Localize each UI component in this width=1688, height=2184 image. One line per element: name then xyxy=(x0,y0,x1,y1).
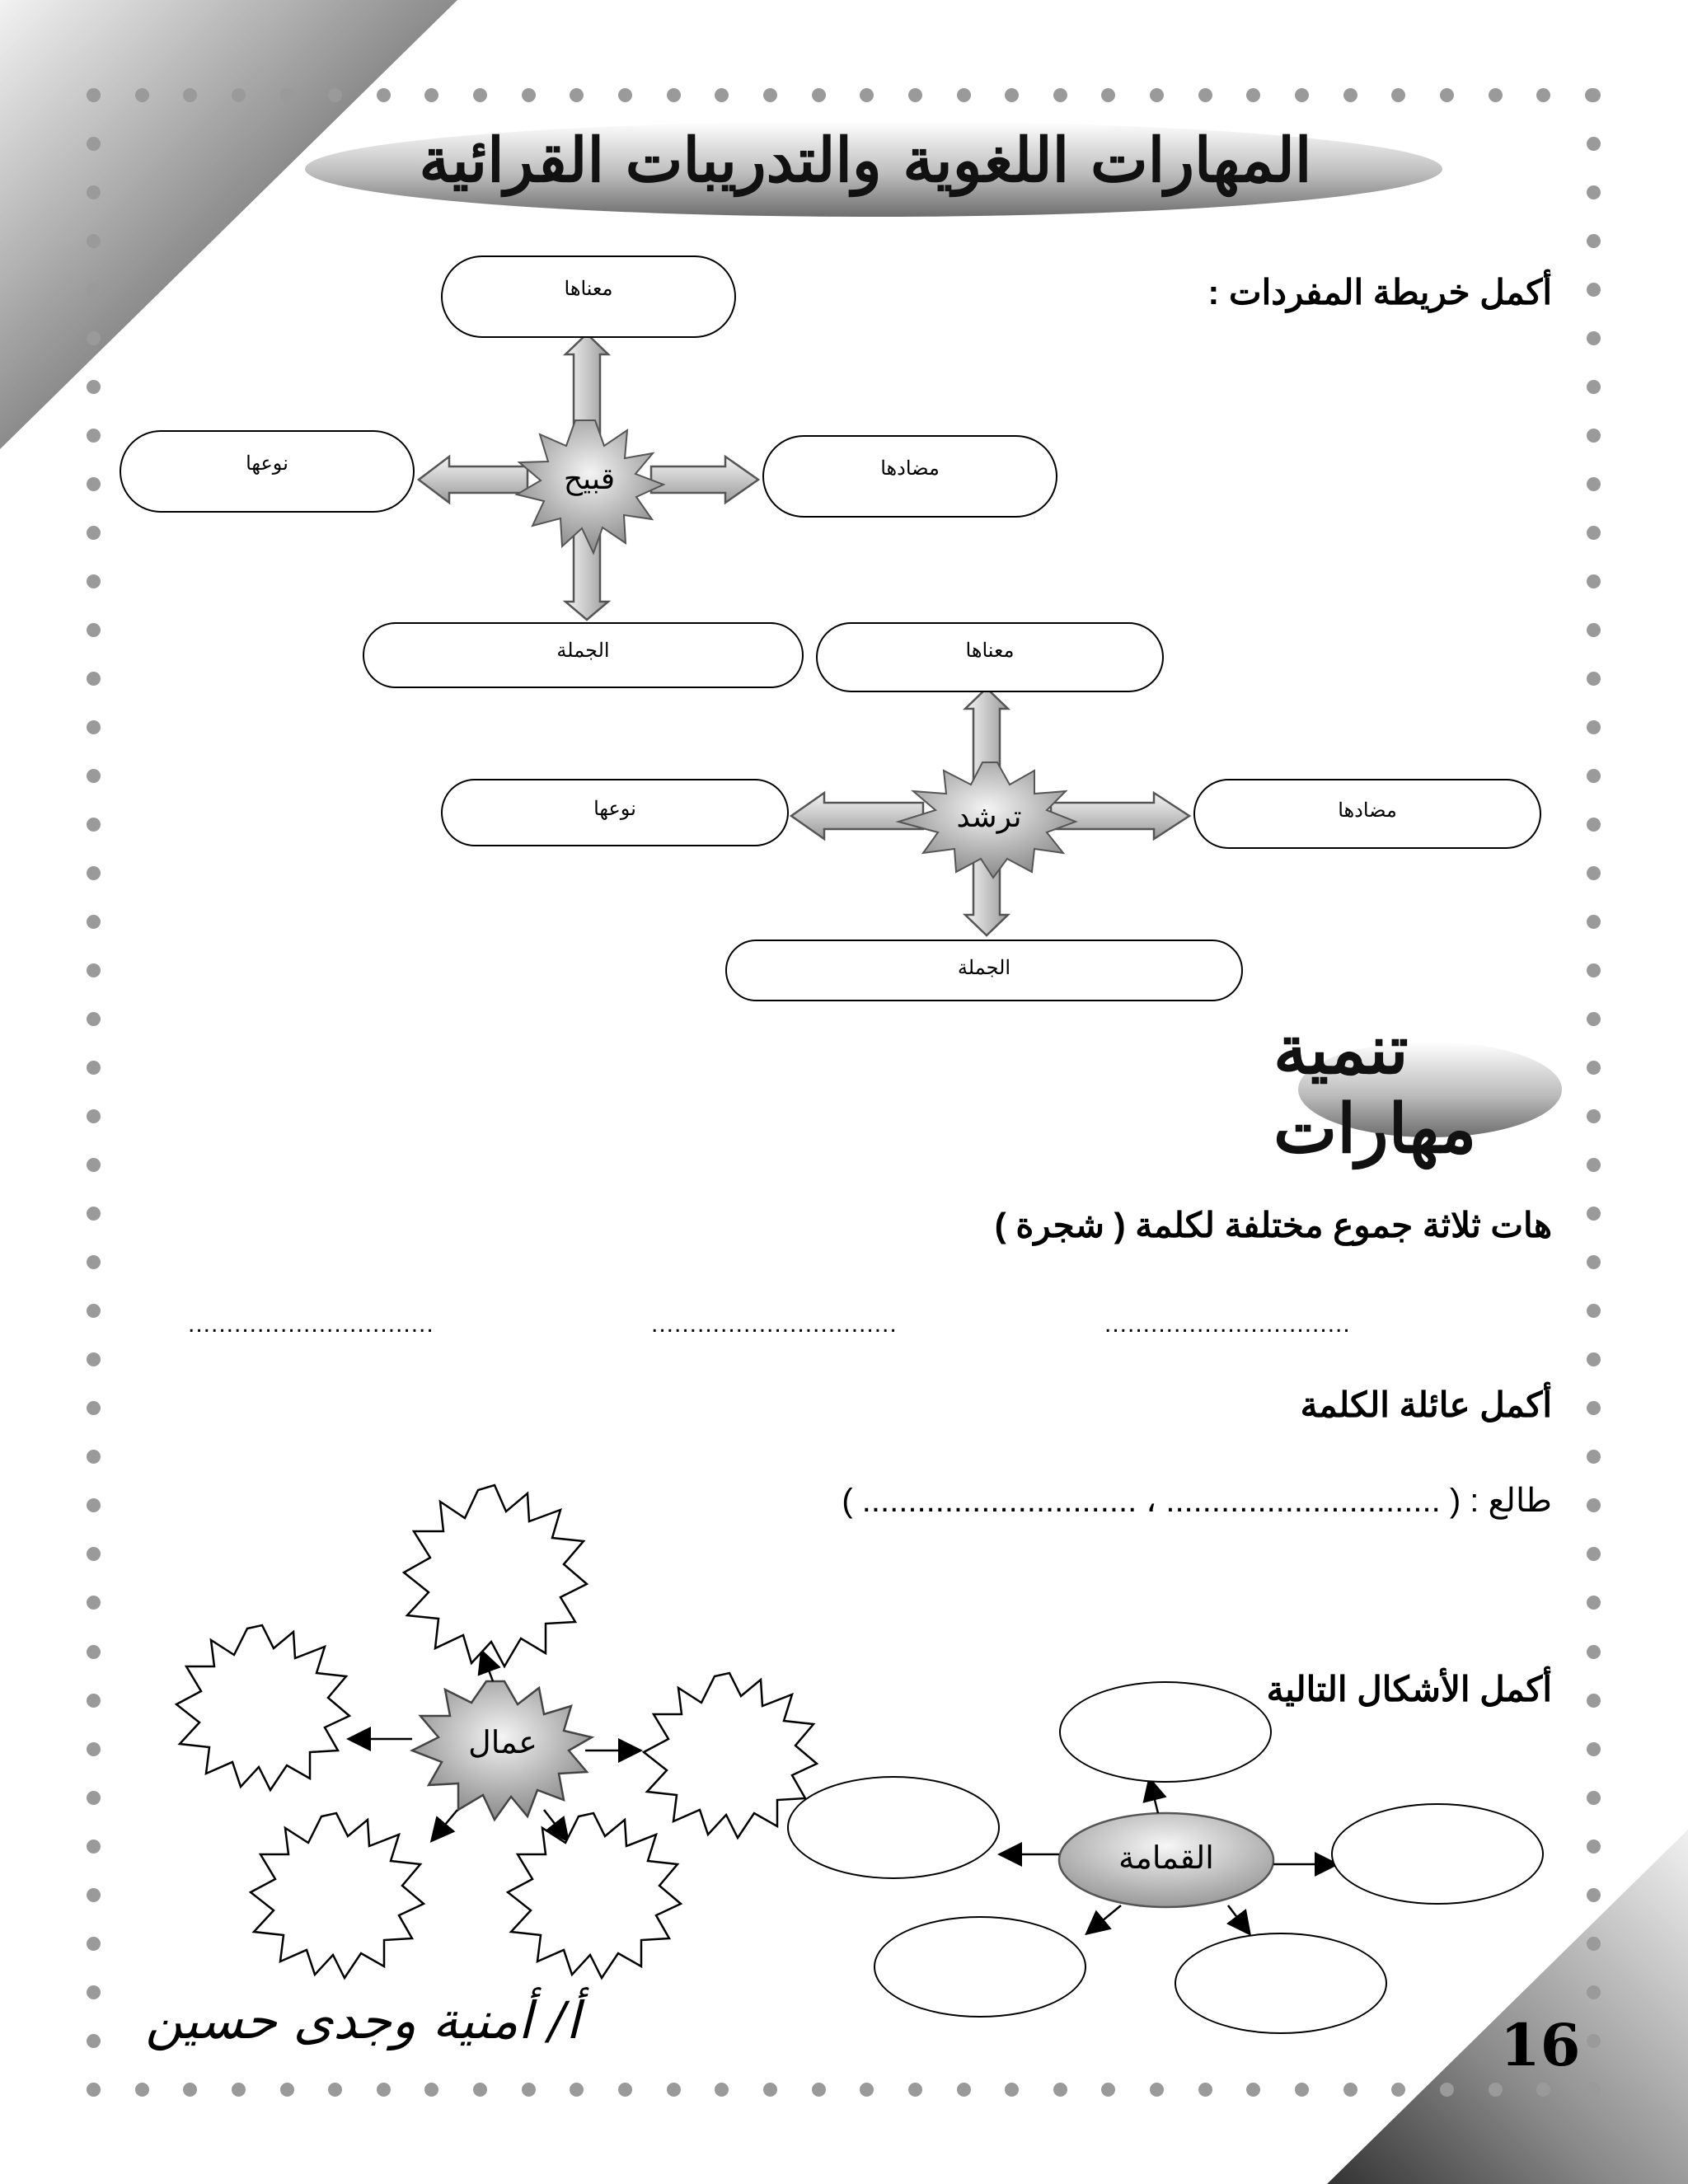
author-signature: أ/ أمنية وجدى حسين xyxy=(145,1990,580,2050)
map1-arrow-right xyxy=(651,457,758,503)
skills-title: تنمية مهارات xyxy=(1273,1010,1477,1169)
map1-sentence-box[interactable]: الجملة xyxy=(363,622,804,688)
vocab-map-instruction: أكمل خريطة المفردات : xyxy=(1207,273,1552,312)
arrow-to-bottom-left-ellipse xyxy=(1088,1905,1121,1933)
page-title: المهارات اللغوية والتدريبات القرائية xyxy=(419,125,1312,196)
ellipse-bottom-left[interactable] xyxy=(874,1916,1086,2018)
map1-center-word: قبيح xyxy=(563,462,616,495)
word-family-question: أكمل عائلة الكلمة xyxy=(1300,1385,1552,1424)
map2-meaning-box[interactable]: معناها xyxy=(816,622,1164,692)
ellipse-bottom-right[interactable] xyxy=(1175,1933,1387,2034)
ellipse-center-word: القمامة xyxy=(1118,1841,1214,1876)
plural-answer-3[interactable]: ................................ xyxy=(188,1310,434,1338)
page-number: 16 xyxy=(1500,2011,1581,2079)
plurals-question: هات ثلاثة جموع مختلفة لكلمة ( شجرة ) xyxy=(994,1206,1552,1244)
ellipse-right[interactable] xyxy=(1331,1803,1544,1905)
ellipse-left[interactable] xyxy=(787,1776,1000,1879)
empty-star-top xyxy=(404,1485,587,1666)
map2-antonym-box[interactable]: مضادها xyxy=(1193,779,1541,849)
map1-arrow-left xyxy=(419,457,528,503)
plural-answer-1[interactable]: ................................ xyxy=(1104,1310,1351,1338)
map2-center-word: ترشد xyxy=(956,799,1022,833)
arrow-to-top-ellipse xyxy=(1150,1780,1158,1813)
empty-star-left xyxy=(176,1625,349,1790)
map1-meaning-box[interactable]: معناها xyxy=(441,255,736,338)
arrow-to-top-star xyxy=(482,1652,493,1681)
plural-answer-2[interactable]: ................................ xyxy=(651,1310,898,1338)
shapes-question: أكمل الأشكال التالية xyxy=(1266,1670,1552,1708)
word-family-item[interactable]: طالع : ( .............................. ، .............................. ) xyxy=(842,1483,1552,1519)
arrow-to-bottom-left-star xyxy=(433,1810,457,1840)
starburst-center-word: عمال xyxy=(468,1726,537,1760)
arrow-to-bottom-right-ellipse xyxy=(1228,1905,1249,1933)
ellipse-top[interactable] xyxy=(1059,1681,1272,1783)
map1-antonym-box[interactable]: مضادها xyxy=(762,435,1057,518)
empty-star-bottom-left xyxy=(251,1813,424,1978)
map1-type-box[interactable]: نوعها xyxy=(120,430,415,513)
map2-sentence-box[interactable]: الجملة xyxy=(725,940,1243,1001)
map2-arrow-left xyxy=(791,793,923,839)
empty-star-bottom-right xyxy=(508,1813,681,1978)
map2-type-box[interactable]: نوعها xyxy=(441,779,789,846)
map2-arrow-right xyxy=(1051,793,1189,839)
